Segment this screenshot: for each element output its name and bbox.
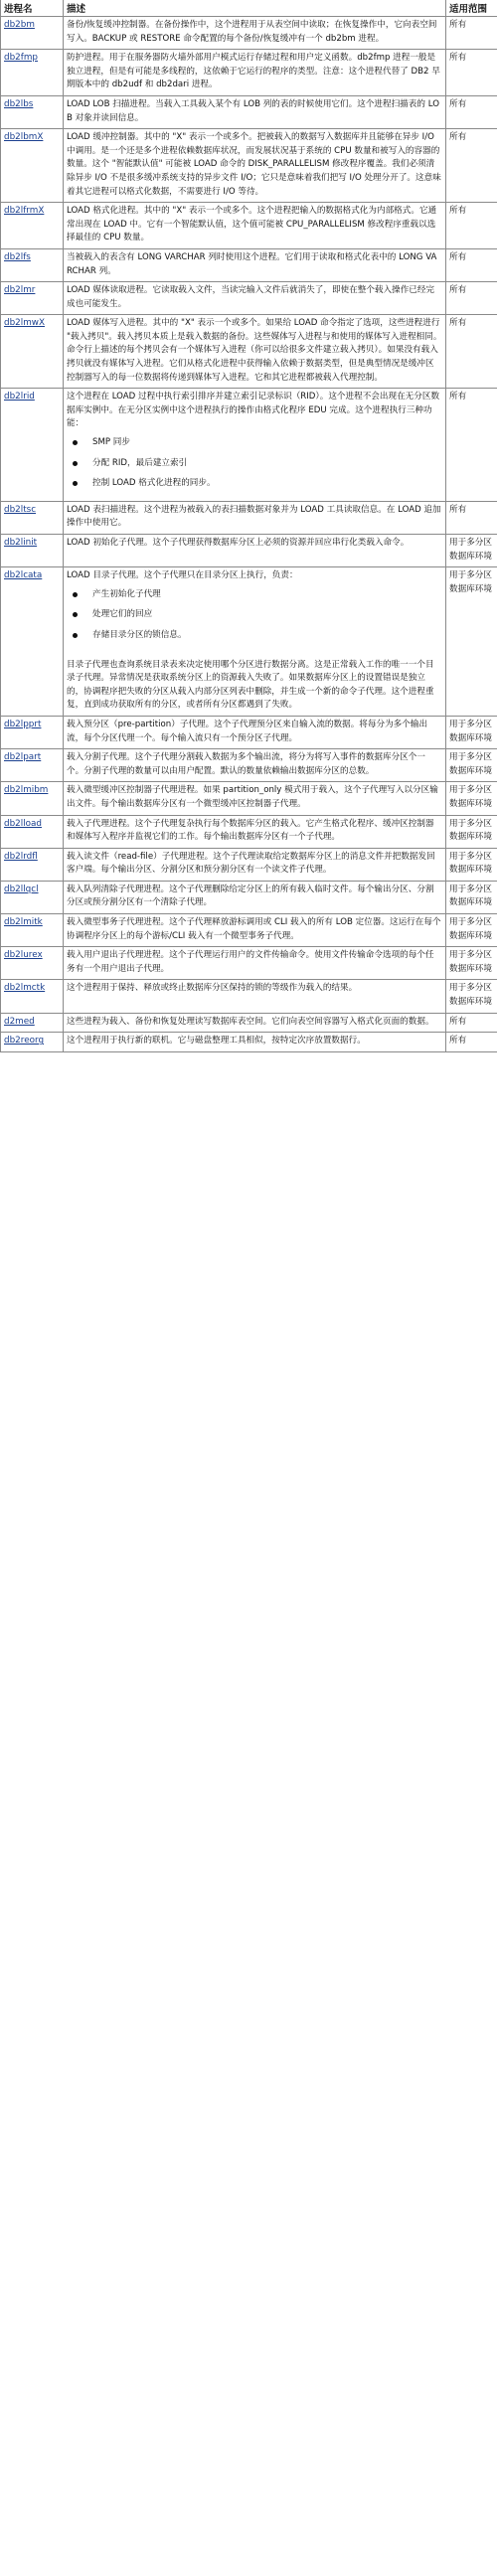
process-scope: 所有: [446, 282, 497, 315]
process-description: LOAD 表扫描进程。这个进程为被载入的表扫描数据对象并为 LOAD 工具读取信息。在 LOAD 追加操作中使用它。: [64, 501, 446, 534]
process-name[interactable]: db2lfrmX: [1, 203, 64, 249]
process-description: LOAD LOB 扫描进程。当载入工具载入某个有 LOB 列的表的时候使用它们。这个进程扫描表的 LOB 对象并读回信息。: [64, 95, 446, 128]
process-scope: 所有: [446, 17, 497, 50]
table-row: [1, 95, 497, 128]
process-scope: 所有: [446, 203, 497, 249]
list-item: [67, 588, 442, 602]
list-item-text: 分配 RID，最后建立索引: [92, 457, 188, 468]
process-name[interactable]: db2lbs: [1, 95, 64, 128]
table-header-row: [1, 0, 497, 17]
table-row: [1, 535, 497, 567]
process-scope: 所有: [446, 95, 497, 128]
table-row: [1, 129, 497, 203]
process-name[interactable]: db2lcata: [1, 567, 64, 717]
table-row: [1, 947, 497, 980]
process-description: 载入预分区（pre-partition）子代理。这个子代理预分区来自输入流的数据。将每分为多个输出流，每个分区代理一个。每个输入流只有一个预分区子代理。: [64, 716, 446, 748]
process-name[interactable]: db2lpart: [1, 749, 64, 782]
table-row: [1, 815, 497, 848]
function-list: [67, 436, 442, 491]
table-row: [1, 203, 497, 249]
list-item-text: 产生初始化子代理: [92, 588, 161, 599]
process-name[interactable]: db2lrdfl: [1, 848, 64, 881]
process-description: 当被载入的表含有 LONG VARCHAR 列时使用这个进程。它们用于读取和格式化表中的 LONG VARCHAR 列。: [64, 248, 446, 281]
process-name[interactable]: db2lrid: [1, 389, 64, 502]
process-description: LOAD 媒体读取进程。它读取载入文件，当读完输入文件后就消失了，即使在整个载入操作已经完成也可能发生。: [64, 282, 446, 315]
process-description: 载入微型缓冲区控制器子代理进程。如果 partition_only 模式用于载入，这个子代理写入以分区输出文件。每个输出数据库分区有一个微型缓冲区控制器子代理。: [64, 782, 446, 815]
list-item: [67, 477, 442, 491]
process-name[interactable]: db2linit: [1, 535, 64, 567]
process-scope: 用于多分区数据库环境: [446, 914, 497, 947]
table-row: [1, 782, 497, 815]
process-scope: 用于多分区数据库环境: [446, 947, 497, 980]
process-scope: 所有: [446, 389, 497, 502]
header-scope: 适用范围: [446, 0, 497, 17]
process-scope: 用于多分区数据库环境: [446, 535, 497, 567]
process-scope: 所有: [446, 315, 497, 389]
bullet-icon: [73, 481, 78, 486]
table-row: [1, 716, 497, 748]
process-description: LOAD 媒体写入进程。其中的 "X" 表示一个或多个。如果给 LOAD 命令指定了选项，这些进程进行 "载入拷贝"。载入拷贝本质上是载入数据的备份。这些媒体写入进程与和使用的媒体写入进程相同。命令行上描述的每个拷贝会有一个媒体写入进程（你可以给很多文件建立载入拷贝）。如果没有载入拷贝就没有媒体写入进程。它们从格式化进程中获得输入依赖于数据类型，但是典型情况是缓冲区控制器写入的每一位数据将传递到媒体写入进程。它和其它进程都被载入代理控制。: [64, 315, 446, 389]
header-description: 描述: [64, 0, 446, 17]
process-name[interactable]: db2lurex: [1, 947, 64, 980]
process-description: 载入子代理进程。这个子代理复杂执行每个数据库分区的载入。它产生格式化程序、缓冲区控制器和媒体写入程序并监视它们的工作。每个输出数据库分区有一个子代理。: [64, 815, 446, 848]
process-name[interactable]: db2lpprt: [1, 716, 64, 748]
bullet-icon: [73, 440, 78, 445]
process-name[interactable]: db2lmctk: [1, 980, 64, 1013]
process-name[interactable]: db2bm: [1, 17, 64, 50]
process-scope: 用于多分区数据库环境: [446, 815, 497, 848]
list-item: [67, 629, 442, 643]
process-scope: 用于多分区数据库环境: [446, 881, 497, 913]
process-scope: 所有: [446, 248, 497, 281]
process-description: LOAD 初始化子代理。这个子代理获得数据库分区上必须的资源并回应串行化类载入命令。: [64, 535, 446, 567]
list-item-text: 控制 LOAD 格式化进程的同步。: [92, 478, 216, 489]
table-row: [1, 50, 497, 96]
process-scope: 所有: [446, 129, 497, 203]
table-row: [1, 848, 497, 881]
process-description: LOAD 格式化进程。其中的 "X" 表示一个或多个。这个进程把输入的数据格式化为内部格式。它通常出现在 LOAD 中。它有一个智能默认值，这个值可能被 CPU_PARALLELISM 修改程序重载以选择最佳的 CPU 数量。: [64, 203, 446, 249]
process-name[interactable]: db2ltsc: [1, 501, 64, 534]
list-item: [67, 457, 442, 471]
table-row: [1, 248, 497, 281]
process-name[interactable]: db2reorg: [1, 1033, 64, 1052]
list-item-text: 处理它们的回应: [92, 609, 153, 620]
table-row: [1, 749, 497, 782]
table-row: [1, 1033, 497, 1052]
list-item-text: 存储目录分区的锁信息。: [92, 629, 187, 640]
process-description: 这个进程用于保持、释放或终止数据库分区保持的锁的等级作为载入的结果。: [64, 980, 446, 1013]
process-description: 载入读文件（read-file）子代理进程。这个子代理读取给定数据库分区上的消息文件并把数据发回客户端。每个输出分区、分割分区和预分割分区有一个读文件子代理。: [64, 848, 446, 881]
process-description: 这个进程用于执行新的联机。它与磁盘整理工具相似，按特定次序放置数据行。: [64, 1033, 446, 1052]
process-description: [64, 389, 446, 502]
process-name[interactable]: db2lbmX: [1, 129, 64, 203]
process-description: 载入用户退出子代理进程。这个子代理运行用户的文件传输命令。使用文件传输命令选项的每个任务有一个用户退出子代理。: [64, 947, 446, 980]
table-row: [1, 567, 497, 717]
process-description: 备份/恢复缓冲控制器。在备份操作中，这个进程用于从表空间中读取；在恢复操作中，它向表空间写入。BACKUP 或 RESTORE 命令配置的每个备份/恢复缓冲有一个 db2bm 进程。: [64, 17, 446, 50]
process-name[interactable]: db2fmp: [1, 50, 64, 96]
process-name[interactable]: db2lload: [1, 815, 64, 848]
table-row: [1, 980, 497, 1013]
list-item: [67, 608, 442, 622]
process-table: [0, 0, 497, 1052]
process-scope: 所有: [446, 501, 497, 534]
process-description: 防护进程。用于在服务器防火墙外部用户模式运行存储过程和用户定义函数。db2fmp 进程一般是独立进程，但是有可能是多线程的，这依赖于它运行的程序的类型。注意：这个进程代替了 DB2 早期版本中的 db2udf 和 db2dari 进程。: [64, 50, 446, 96]
bullet-icon: [73, 592, 78, 597]
description-intro: 这个进程在 LOAD 过程中执行索引排序并建立索引记录标识（RID）。这个进程不会出现在无分区数据库实例中。在无分区实例中这个进程执行的操作由格式化程序 EDU 完成。这个进程执行三种功能：: [67, 392, 440, 429]
process-description: 载入队列清除子代理进程。这个子代理删除给定分区上的所有载入临时文件。每个输出分区、分割分区或预分割分区有一个清除子代理。: [64, 881, 446, 913]
table-row: [1, 389, 497, 502]
responsibility-list: [67, 588, 442, 643]
table-row: [1, 282, 497, 315]
process-scope: 用于多分区数据库环境: [446, 749, 497, 782]
table-row: [1, 17, 497, 50]
process-scope: 用于多分区数据库环境: [446, 716, 497, 748]
description-intro: LOAD 目录子代理。这个子代理只在目录分区上执行，负责：: [67, 570, 298, 581]
process-scope: 用于多分区数据库环境: [446, 782, 497, 815]
process-scope: 所有: [446, 1013, 497, 1033]
process-name[interactable]: db2lmr: [1, 282, 64, 315]
process-description: 载入分割子代理。这个子代理分割载入数据为多个输出流，将分为将写入事件的数据库分区个一个。分割子代理的数量可以由用户配置。默认的数量依赖输出数据库分区的总数。: [64, 749, 446, 782]
process-description: 载入微型事务子代理进程。这个子代理释放游标调用或 CLI 载入的所有 LOB 定位器。这运行在每个协调程序分区上的每个游标/CLI 载入有一个微型事务子代理。: [64, 914, 446, 947]
process-scope: 用于多分区数据库环境: [446, 848, 497, 881]
table-row: [1, 914, 497, 947]
bullet-icon: [73, 461, 78, 466]
table-row: [1, 501, 497, 534]
table-row: [1, 1013, 497, 1033]
process-name[interactable]: db2lmwX: [1, 315, 64, 389]
header-process-name: 进程名: [1, 0, 64, 17]
process-name[interactable]: db2lmitk: [1, 914, 64, 947]
process-name[interactable]: db2lfs: [1, 248, 64, 281]
table-row: [1, 881, 497, 913]
process-name[interactable]: db2lmibm: [1, 782, 64, 815]
bullet-icon: [73, 633, 78, 638]
process-description: LOAD 缓冲控制器。其中的 "X" 表示一个或多个。把被载入的数据写入数据库并且能够在异步 I/O 中调用。是一个还是多个进程依赖数据库状况，而发展状况基于系统的 CPU 数量和被写入的容器的数量。这个 "智能默认值" 可能被 LOAD 命令的 DISK_PARALLELISM 修改程序覆盖。我们必须清除异步 I/O 不是很多缓冲系统支持的异步文件 I/O；它只是意味着我们把写 I/O 处理分开了。这意味着其它进程可以格式化数据，不需要进行 I/O 等待。: [64, 129, 446, 203]
list-item-text: SMP 同步: [92, 437, 130, 448]
process-name[interactable]: d2med: [1, 1013, 64, 1033]
description-outro: 目录子代理也查询系统目录表来决定使用哪个分区进行数据分离。这是正常载入工作的唯一一个目录子代理。异常情况是获取系统分区上的资源载入失败了。如果数据库分区上的设置错误是独立的，协调程序把失败的分区从载入内部分区列表中删除，并生成一个新的命令子代理。这个进程重复，直到成功获取所有的分区，或者所有分区都遇到了失败。: [67, 659, 434, 711]
table-row: [1, 315, 497, 389]
process-description: [64, 567, 446, 717]
process-scope: 所有: [446, 1033, 497, 1052]
process-scope: 用于多分区数据库环境: [446, 567, 497, 717]
process-name[interactable]: db2llqcl: [1, 881, 64, 913]
bullet-icon: [73, 612, 78, 617]
list-item: [67, 436, 442, 450]
process-description: 这些进程为载入、备份和恢复处理读写数据库表空间。它们向表空间容器写入格式化页面的数据。: [64, 1013, 446, 1033]
process-scope: 所有: [446, 50, 497, 96]
process-scope: 用于多分区数据库环境: [446, 980, 497, 1013]
